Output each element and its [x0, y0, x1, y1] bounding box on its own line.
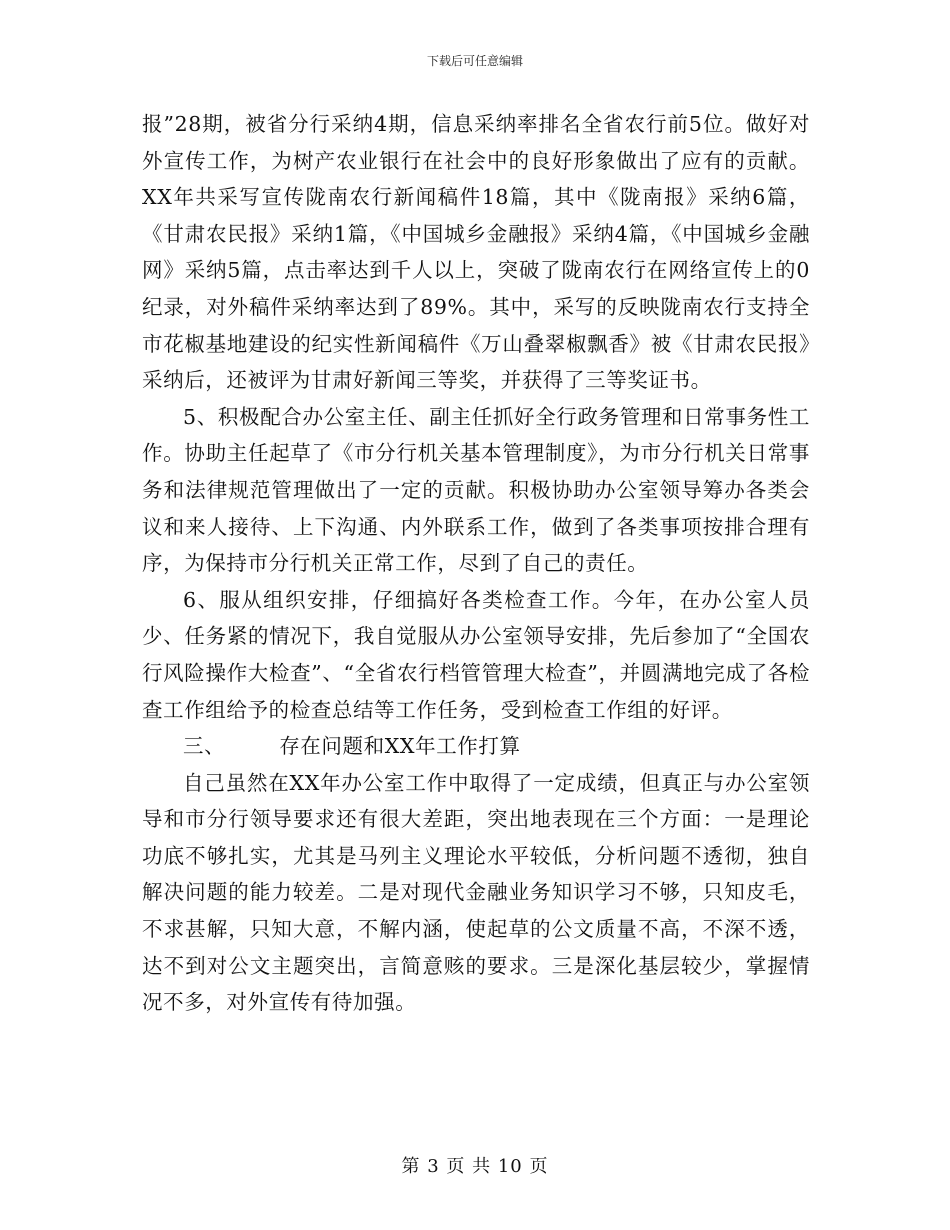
section-title: 存在问题和XX年工作打算 — [279, 734, 521, 759]
paragraph-continuation: 报”28期，被省分行采纳4期，信息采纳率排名全省农行前5位。做好对外宣传工作，为树产农业银行在社会中的良好形象做出了应有的贡献。XX年共采写宣传陇南农行新闻稿件18篇，其中《陇南报》采纳6篇，《甘肃农民报》采纳1篇，《中国城乡金融报》采纳4篇，《中国城乡金融网》采纳5篇，点击率达到千人以上，突破了陇南农行在网络宣传上的0纪录，对外稿件采纳率达到了89%。其中，采写的反映陇南农行支持全市花椒基地建设的纪实性新闻稿件《万山叠翠椒飘香》被《甘肃农民报》采纳后，还被评为甘肃好新闻三等奖，并获得了三等奖证书。 — [142, 112, 810, 393]
section-number: 三、 — [183, 734, 226, 759]
page-header: 下载后可任意编辑 — [426, 54, 523, 68]
page-footer: 第 3 页 共 10 页 — [401, 1156, 549, 1177]
paragraph-item-5: 5、积极配合办公室主任、副主任抓好全行政务管理和日常事务性工作。协助主任起草了《市分行机关基本管理制度》，为市分行机关日常事务和法律规范管理做出了一定的贡献。积极协助办公室领导筹办各类会议和来人接待、上下沟通、内外联系工作，做到了各类事项按排合理有序，为保持市分行机关正常工作，尽到了自己的责任。 — [142, 404, 810, 576]
paragraph-item-6: 6、服从组织安排，仔细搞好各类检查工作。今年，在办公室人员少、任务紧的情况下，我自觉服从办公室领导安排，先后参加了“全国农行风险操作大检查”、“全省农行档管管理大检查”，并圆满地完成了各检查工作组给予的检查总结等工作任务，受到检查工作组的好评。 — [142, 587, 810, 722]
section-heading — [142, 728, 810, 765]
document-body — [142, 106, 810, 1021]
paragraph-closing: 自己虽然在XX年办公室工作中取得了一定成绩，但真正与办公室领导和市分行领导要求还有很大差距，突出地表现在三个方面：一是理论功底不够扎实，尤其是马列主义理论水平较低，分析问题不透彻，独自解决问题的能力较差。二是对现代金融业务知识学习不够，只知皮毛，不求甚解，只知大意，不解内涵，使起草的公文质量不高，不深不透，达不到对公文主题突出，言简意赅的要求。三是深化基层较少，掌握情况不多，对外宣传有待加强。 — [142, 770, 810, 1015]
